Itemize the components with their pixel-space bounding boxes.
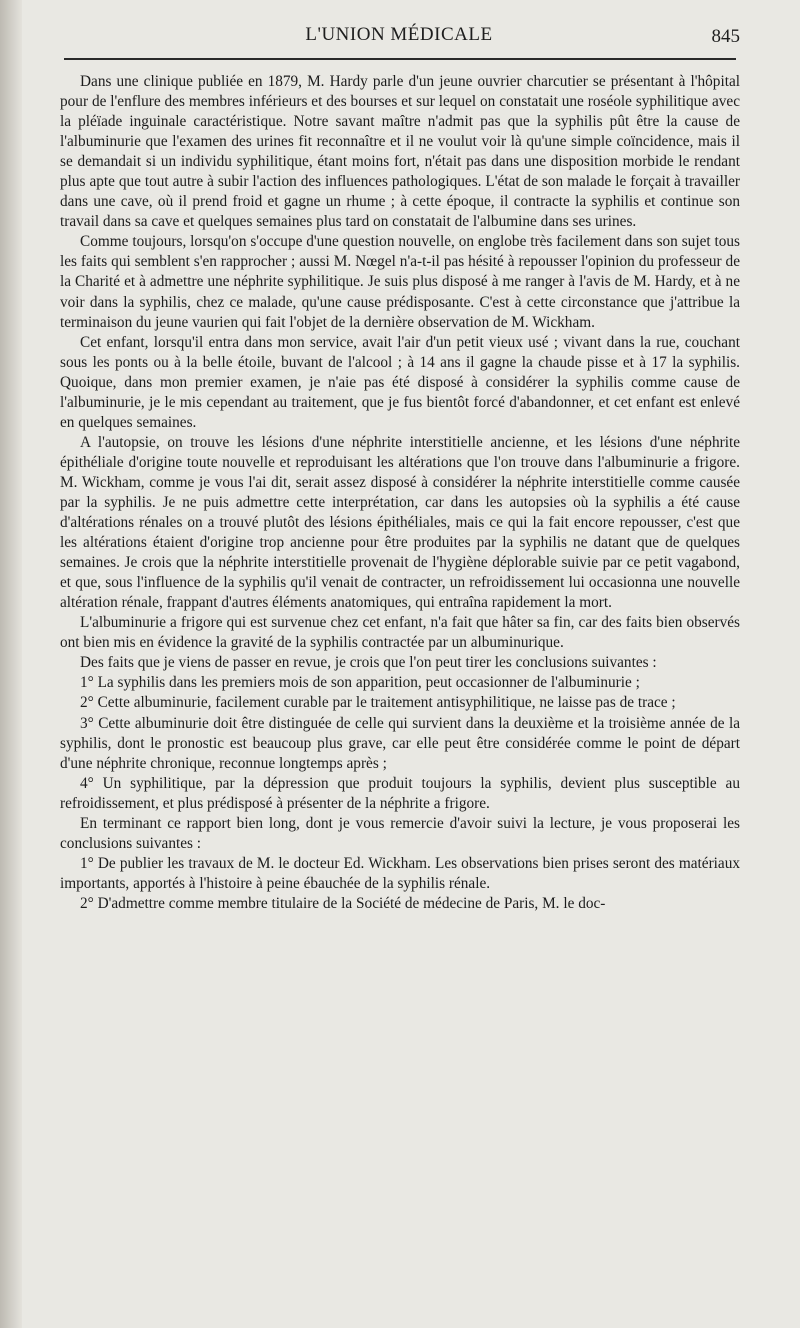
conclusion-3: 3° Cette albuminurie doit être distinguée de celle qui survient dans la deuxième et la troisième année de la syphilis, dont le pronostic est beaucoup plus grave, car elle peut être considérée comme le point de départ d'une néphrite chronique, reconnue longtemps après ; [60, 714, 740, 772]
running-header [58, 18, 740, 54]
proposal-2: 2° D'admettre comme membre titulaire de la Société de médecine de Paris, M. le doc- [80, 894, 606, 912]
page-number: 845 [711, 26, 740, 47]
journal-title: L'UNION MÉDICALE [305, 24, 493, 45]
conclusion-1: 1° La syphilis dans les premiers mois de son apparition, peut occasionner de l'albuminurie ; [80, 674, 640, 692]
paragraph-closing: En terminant ce rapport bien long, dont je vous remercie d'avoir suivi la lecture, je vous proposerai les conclusions suivantes : [60, 814, 740, 852]
paragraph-albuminuria-frigore: L'albuminurie a frigore qui est survenue chez cet enfant, n'a fait que hâter sa fin, car des faits bien observés ont bien mis en évidence la gravité de la syphilis contractée par un albuminurique. [60, 614, 740, 652]
proposal-1: 1° De publier les travaux de M. le docteur Ed. Wickham. Les observations bien prises seront des matériaux importants, apportés à l'histoire à peine ébauchée de la syphilis rénale. [60, 854, 740, 892]
paragraph-hardy-clinic: Dans une clinique publiée en 1879, M. Hardy parle d'un jeune ouvrier charcutier se présentant à l'hôpital pour de l'enflure des membres inférieurs et des bourses et sur lequel on constatait une roséole syphilitique avec la pléïade inguinale caractéristique. Notre savant maître n'admit pas que la syphilis pût être la cause de l'albuminurie que l'examen des urines fit reconnaître et il ne voulut voir là qu'une simple coïncidence, mais il se demandait si un individu syphilitique, étant moins fort, n'était pas dans une disposition morbide le rendant plus apte que tout autre à subir l'action des influences pathologiques. L'état de son malade le forçait à travailler dans une cave, où il prend froid et gagne un rhume ; à cette époque, il contracte la syphilis et continue son travail dans sa cave et quelques semaines plus tard on constatait de l'albumine dans ses urines. [60, 73, 740, 231]
conclusion-2: 2° Cette albuminurie, facilement curable par le traitement antisyphilitique, ne laisse pas de trace ; [80, 694, 676, 712]
paragraph-conclusions-intro: Des faits que je viens de passer en revue, je crois que l'on peut tirer les conclusions suivantes : [80, 654, 657, 672]
paragraph-autopsy: A l'autopsie, on trouve les lésions d'une néphrite interstitielle ancienne, et les lésions d'une néphrite épithéliale d'origine toute nouvelle et reproduisant les altérations que l'on trouve dans l'albuminurie a frigore. M. Wickham, comme je vous l'ai dit, serait assez disposé à considérer la néphrite interstitielle comme causée par la syphilis. Je ne puis admettre cette interprétation, car dans les autopsies où la syphilis a été cause d'altérations rénales on a trouvé plutôt des lésions épithéliales, mais ce qui la fait encore repousser, c'est que les altérations étaient d'origine trop ancienne pour être produites par la syphilis ne datant que de quelques semaines. Je crois que la néphrite interstitielle provenait de l'hygiène déplorable suivie par ce petit vagabond, et que, sous l'influence de la syphilis qu'il venait de contracter, un refroidissement lui occasionna une nouvelle altération rénale, frappant d'autres éléments anatomiques, qui entraîna rapidement la mort. [60, 433, 740, 612]
header-rule [64, 58, 736, 60]
page-binding-edge [0, 0, 22, 1328]
article-body [60, 72, 740, 914]
paragraph-noegel-opinion: Comme toujours, lorsqu'on s'occupe d'une question nouvelle, on englobe très facilement dans son sujet tous les faits qui semblent s'en rapprocher ; aussi M. Nœgel n'a-t-il pas hésité à repousser l'opinion du professeur de la Charité et à admettre une néphrite syphilitique. Je suis plus disposé à me ranger à l'avis de M. Hardy, et à ne voir dans la syphilis, chez ce malade, qu'une cause prédisposante. C'est à cette circonstance que j'attribue la terminaison du jeune vaurien qui fait l'objet de la dernière observation de M. Wickham. [60, 233, 740, 331]
paragraph-child-case: Cet enfant, lorsqu'il entra dans mon service, avait l'air d'un petit vieux usé ; vivant dans la rue, couchant sous les ponts ou à la belle étoile, buvant de l'alcool ; à 14 ans il gagne la chaude pisse et à 17 la syphilis. Quoique, dans mon premier examen, je n'aie pas été disposé à considérer la syphilis comme cause de l'albuminurie, je le mis cependant au traitement, que je fus bientôt forcé d'abandonner, et cet enfant est enlevé en quelques semaines. [60, 333, 740, 431]
conclusion-4: 4° Un syphilitique, par la dépression que produit toujours la syphilis, devient plus susceptible au refroidissement, et plus prédisposé à présenter de la néphrite a frigore. [60, 774, 740, 812]
